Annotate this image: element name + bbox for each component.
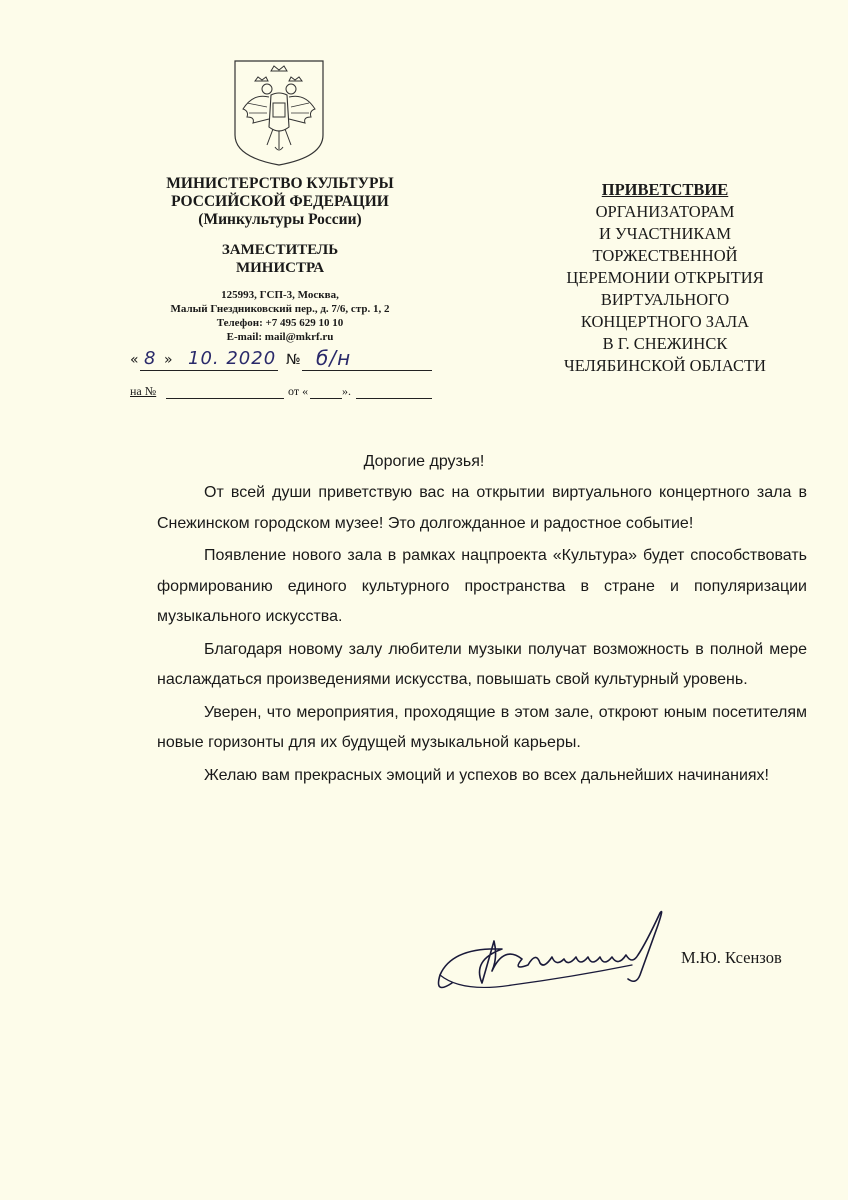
greeting-heading <box>500 179 830 377</box>
handwritten-signature <box>432 905 692 1005</box>
position-title <box>130 241 430 277</box>
heading-line: ВИРТУАЛЬНОГО <box>600 290 730 309</box>
email: E-mail: mail@mkrf.ru <box>226 331 334 343</box>
from-day-underline <box>310 398 342 399</box>
letterhead <box>130 175 430 344</box>
heading-line: ЧЕЛЯБИНСКОЙ ОБЛАСТИ <box>564 356 766 375</box>
paragraph: Желаю вам прекрасных эмоций и успехов во всех дальнейших начинаниях! <box>204 766 769 784</box>
coat-of-arms-icon <box>231 57 327 167</box>
to-number-label: на № <box>130 384 157 398</box>
ministry-short-name: (Минкультуры России) <box>198 211 362 228</box>
ministry-name <box>130 175 430 229</box>
heading-line: И УЧАСТНИКАМ <box>598 224 732 243</box>
paragraph: От всей души приветствую вас на открытии виртуального концертного зала в Снежинском городском музее! Это долгожданное и радостное событие! <box>157 484 807 532</box>
number-underline <box>302 370 432 371</box>
letter-body <box>157 478 807 793</box>
to-number-underline <box>166 398 284 399</box>
salutation: Дорогие друзья! <box>363 453 485 470</box>
signatory-name: М.Ю. Ксензов <box>681 948 782 967</box>
contact-block <box>130 288 430 344</box>
from-close: ». <box>342 384 351 398</box>
address-line-2: Малый Гнездниковский пер., д. 7/6, стр. 1, 2 <box>170 303 390 315</box>
paragraph: Уверен, что мероприятия, проходящие в этом зале, откроют юным посетителям новые горизонты для их будущей музыкальной карьеры. <box>157 703 807 751</box>
phone: Телефон: +7 495 629 10 10 <box>216 317 344 329</box>
from-date-underline <box>356 398 432 399</box>
date-month-year: 10. 2020 <box>188 348 277 369</box>
paragraph: Благодаря новому залу любители музыки получат возможность в полной мере наслаждаться произведениями искусства, повышать свой культурный уровень. <box>157 640 807 688</box>
heading-line: КОНЦЕРТНОГО ЗАЛА <box>580 312 750 331</box>
reply-to-line <box>130 384 432 402</box>
date-open-quote: « <box>130 352 139 368</box>
ministry-line-2: РОССИЙСКОЙ ФЕДЕРАЦИИ <box>171 193 389 210</box>
date-underline <box>140 370 278 371</box>
heading-line: ЦЕРЕМОНИИ ОТКРЫТИЯ <box>566 268 764 287</box>
heading-title: ПРИВЕТСТВИЕ <box>601 180 729 199</box>
address-line-1: 125993, ГСП-3, Москва, <box>221 289 339 301</box>
document-number: б/н <box>316 346 352 370</box>
number-sign: № <box>286 352 301 368</box>
position-line-2: МИНИСТРА <box>235 260 325 276</box>
heading-line: В Г. СНЕЖИНСК <box>602 334 728 353</box>
date-close-quote: » <box>164 352 173 368</box>
date-number-line <box>130 346 432 374</box>
paragraph: Появление нового зала в рамках нацпроекта «Культура» будет способствовать формированию единого культурного пространства в стране и популяризации музыкального искусства. <box>157 547 807 625</box>
heading-line: ОРГАНИЗАТОРАМ <box>595 202 735 221</box>
position-line-1: ЗАМЕСТИТЕЛЬ <box>221 242 339 258</box>
from-label: от « <box>288 384 309 398</box>
heading-line: ТОРЖЕСТВЕННОЙ <box>592 246 738 265</box>
date-day: 8 <box>144 348 157 369</box>
ministry-line-1: МИНИСТЕРСТВО КУЛЬТУРЫ <box>166 175 394 192</box>
